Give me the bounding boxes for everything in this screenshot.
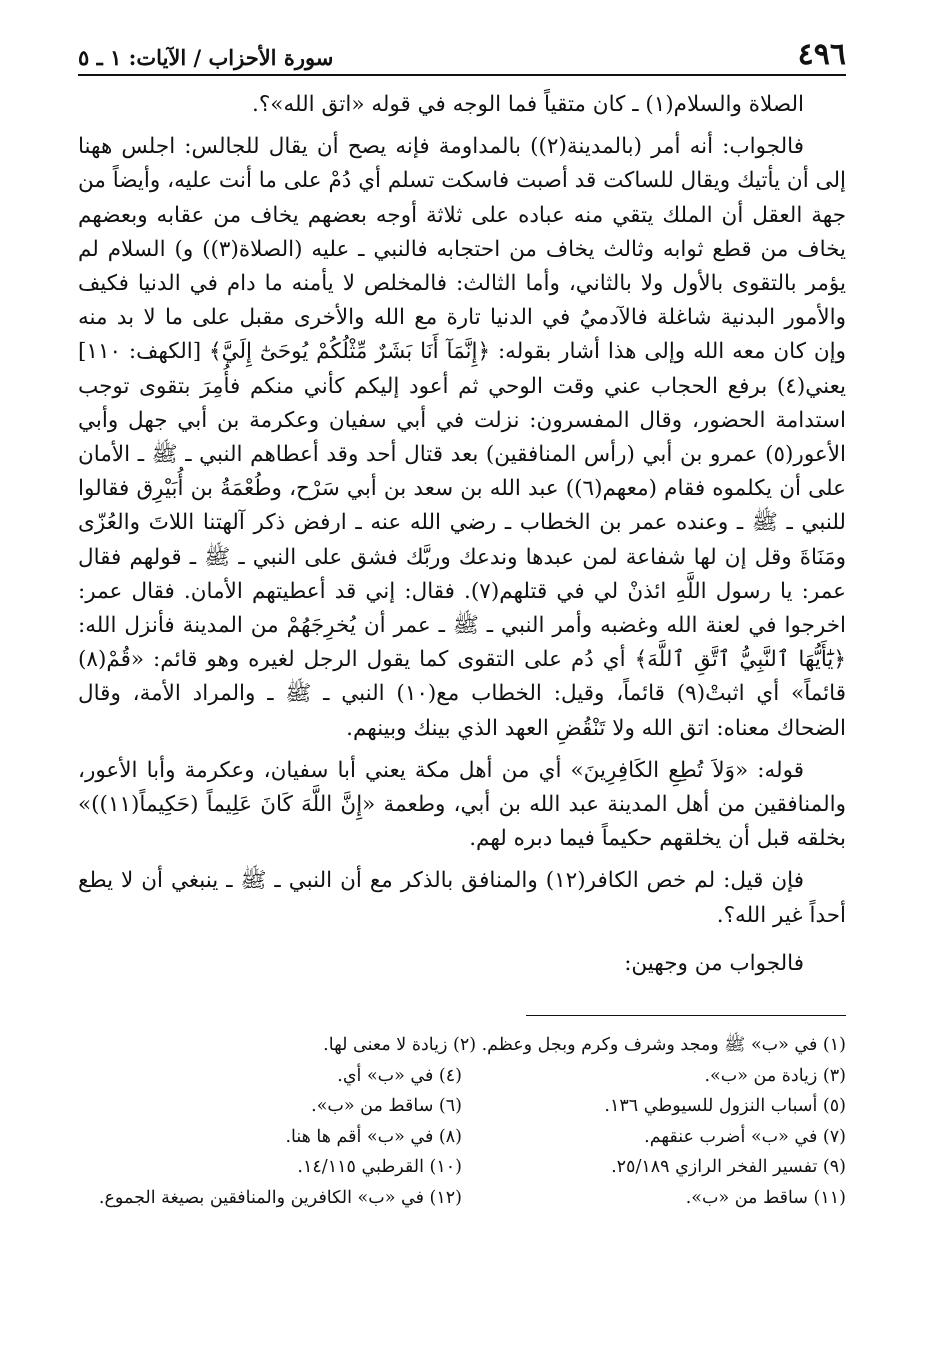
paragraph-answer-intro: فالجواب من وجهين: [624,950,804,976]
footnote-item: (٤) في «ب» أي. [337,1065,462,1086]
footnote-separator [526,1015,846,1016]
paragraph-question: فإن قيل: لم خص الكافر(١٢) والمنافق بالذكر مع أن النبي ـ ﷺ ـ ينبغي أن لا يطع أحداً غير الله؟. [78,868,846,928]
footnote-item: (٥) أسباب النزول للسيوطي ١٣٦. [604,1096,846,1117]
footnote-row [78,1152,846,1183]
footnote-item: (٦) ساقط من «ب». [311,1096,462,1117]
footnotes [78,1030,846,1213]
page-number: ٤٩٦ [797,37,846,72]
running-title: سورة الأحزاب / الآيات: ١ ـ ٥ [78,45,334,70]
footnote-item: (١٠) القرطبي ١٤/١١٥. [297,1157,462,1178]
paragraph-answer: فالجواب: أنه أمر (بالمدينة(٢)) بالمداومة فإنه يصح أن يقال للجالس: اجلس ههنا إلى أن يأتيك ويقال للساكت قد أصبت فاسكت تسلم أي دُمْ على ما أنت عليه، وأيضاً من جهة العقل أن الملك يتقي منه عباده على ثلاثة أوجه بعضهم يخاف من عقابه وبعضهم يخاف من قطع ثوابه وثالث يخاف من احتجابه فالنبي ـ عليه (الصلاة(٣)) و) السلام لم يؤمر بالتقوى بالأول ولا بالثاني، وأما الثالث: فالمخلص لا يأمنه ما دام في الدنيا فكيف والأمور البدنية شاغلة فالآدميُ في الدنيا تارة مع الله والأخرى مقبل على ما لا بد منه وإن كان معه الله وإلى هذا أشار بقوله: ﴿إِنَّمَآ أَنَا بَشَرٌ مِّثْلُكُمْ يُوحَىٰٓ إِلَيَّ﴾ [الكهف: ١١٠] يعني(٤) برفع الحجاب عني وقت الوحي ثم أعود إليكم كأني منكم فأُمِرَ بتقوى توجب استدامة الحضور، وقال المفسرون: نزلت في أبي سفيان وعكرمة بن أبي جهل وأبي الأعور(٥) عمرو بن أبي (رأس المنافقين) بعد قتال أحد وقد أعطاهم النبي ـ ﷺ ـ الأمان على أن يكلموه فقام (معهم(٦)) عبد الله بن سعد بن أبي سَرْح، وطُعْمَةُ بن أُبَيْرِق فقالوا للنبي ـ ﷺ ـ وعنده عمر بن الخطاب ـ رضي الله عنه ـ ارفض ذكر آلهتنا اللاتَ والعُزّى ومَنَاةَ وقل إن لها شفاعة لمن عبدها وندعك وربَّك فشق على النبي ـ ﷺ ـ قولهم فقال عمر: يا رسول اللَّهِ ائذنْ لي في قتلهم(٧). فقال: إني قد أعطيتهم الأمان. فقال عمر: اخرجوا في لعنة الله وغضبه وأمر النبي ـ ﷺ ـ عمر أن يُخرِجَهُمْ من المدينة فأنزل الله: ﴿يَٰٓأَيُّهَا ٱلنَّبِيُّ ٱتَّقِ ٱللَّهَ﴾ أي دُم على التقوى كما يقول الرجل لغيره وهو قائم: «قُمْ(٨) قائماً» أي اثبتْ(٩) قائماً، وقيل: الخطاب مع(١٠) النبي ـ ﷺ ـ والمراد الأمة، وقال الضحاك معناه: اتق الله ولا تَنْقُضِ العهد الذي بينك وبينهم. [78,134,846,741]
footnote-row [78,1183,846,1214]
page-header [78,32,846,76]
footnote-item: (٩) تفسير الفخر الرازي ٢٥/١٨٩. [611,1157,846,1178]
footnote-item: (٨) في «ب» أقم ها هنا. [285,1126,462,1147]
paragraph-verse-commentary: قوله: «وَلاَ تُطِعِ الكَافِرِينَ» أي من أهل مكة يعني أبا سفيان، وعكرمة وأبا الأعور، والمنافقين من أهل المدينة عبد الله بن أبي، وطعمة «إِنَّ اللَّهَ كَانَ عَلِيماً (حَكِيماً(١١))» بخلقه قبل أن يخلقهم حكيماً فيما دبره لهم. [78,757,846,852]
footnote-line: (١) في «ب» ﷺ ومجد وشرف وكرم وبجل وعظم. (٢) زيادة لا معنى لها. [323,1035,846,1056]
footnote-item: (٧) في «ب» أضرب عنقهم. [644,1126,846,1147]
footnote-item: (١٢) في «ب» الكافرين والمنافقين بصيغة الجموع. [98,1187,462,1208]
footnote-row [78,1061,846,1092]
footnote-row [78,1091,846,1122]
paragraph-continuation: الصلاة والسلام(١) ـ كان متقياً فما الوجه في قوله «اتق الله»؟. [252,92,804,117]
footnote-row [78,1122,846,1153]
main-text [78,88,846,981]
footnote-item: (١١) ساقط من «ب». [685,1187,846,1208]
footnote-item: (٣) زيادة من «ب». [704,1065,846,1086]
